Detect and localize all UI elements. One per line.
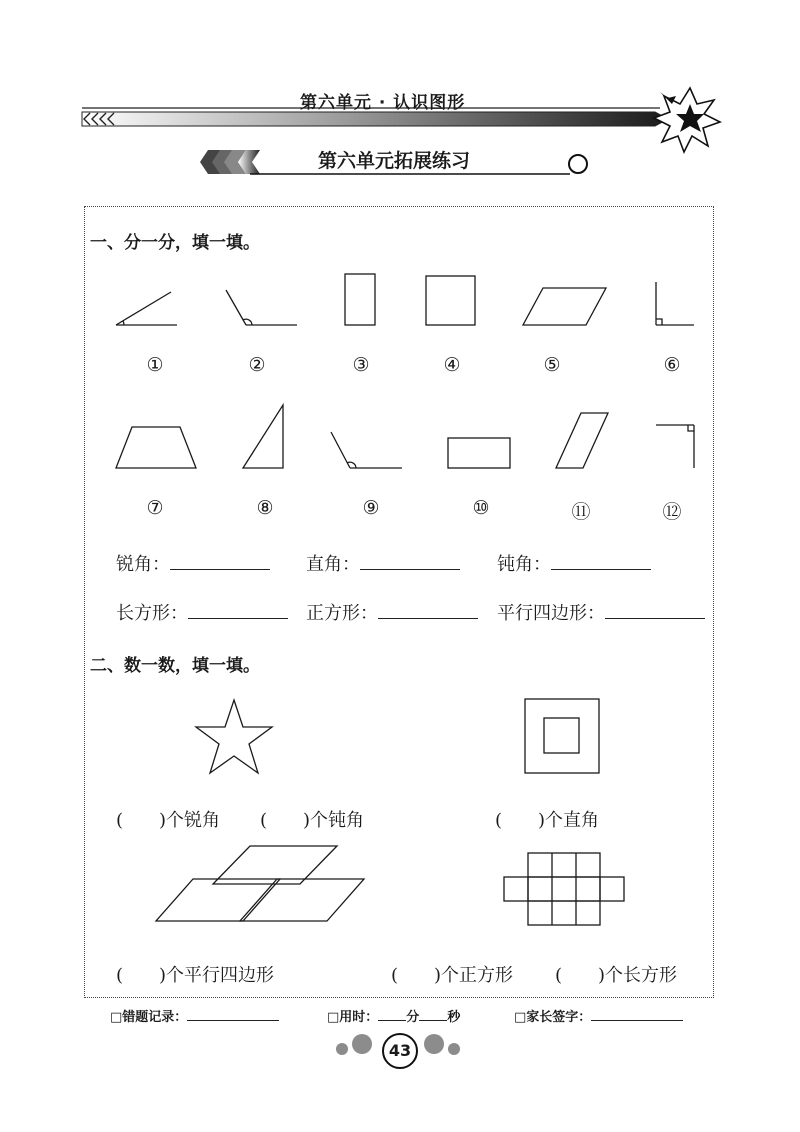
acute-label: 锐角： [116,554,170,575]
minute-blank[interactable] [378,1020,406,1021]
obtuse-blank[interactable] [551,569,651,570]
starburst-icon [654,88,720,152]
shape-number: ⑥ [663,354,681,376]
parallelogram-blank[interactable] [605,618,705,619]
grid-square-question[interactable]: ( )个正方形 [391,965,514,986]
obtuse-label: 钝角： [497,554,551,575]
parallelograms-figure [156,846,364,921]
acute-fill [116,550,270,576]
shape-number: ⑩ [472,497,490,519]
square-right-question[interactable]: ( )个直角 [495,810,600,831]
shape-8-triangle [243,405,283,468]
shape-number: ① [146,354,164,376]
shape-10-rectangle [448,438,510,468]
right-label: 直角： [306,554,360,575]
parallelogram-label: 平行四边形： [497,603,605,624]
shape-number: ④ [443,354,461,376]
shape-1-acute-angle [116,292,177,325]
rectangle-blank[interactable] [188,618,288,619]
shape-2-obtuse-angle [226,290,297,325]
parent-sign-label: □家长签字： [514,1010,592,1025]
page-dot [448,1043,460,1055]
page-dot [424,1034,444,1054]
shape-7-trapezoid [116,427,196,468]
second-label: 秒 [447,1010,461,1025]
shape-number: ⑪ [571,501,591,523]
square-fill [306,599,478,625]
error-record-label: □错题记录： [110,1010,188,1025]
shape-number: ⑫ [662,501,682,523]
shape-4-square [426,276,475,325]
star-obtuse-question[interactable]: ( )个钝角 [260,810,365,831]
star-acute-question[interactable]: ( )个锐角 [116,810,221,831]
unit-title: 第六单元 · 认识图形 [300,93,466,113]
part2-heading: 二、数一数，填一填。 [90,656,260,676]
star-figure [196,700,272,773]
parallelogram-fill [497,599,705,625]
square-label: 正方形： [306,603,378,624]
shape-6-right-angle [656,282,694,325]
section-title: 第六单元拓展练习 [318,150,471,172]
shape-12-right-angle [656,425,694,468]
nested-squares-figure [525,699,599,773]
parent-sign [514,1006,683,1025]
right-blank[interactable] [360,569,460,570]
minute-label: 分 [406,1010,420,1025]
shape-11-parallelogram [556,413,608,468]
error-record-blank[interactable] [187,1020,279,1021]
page-dot [336,1043,348,1055]
square-blank[interactable] [378,618,478,619]
shape-9-obtuse-angle [331,432,402,468]
shape-number: ⑨ [362,497,380,519]
obtuse-fill [497,550,651,576]
rectangle-fill [116,599,288,625]
parallelogram-count-question[interactable]: ( )个平行四边形 [116,965,275,986]
second-blank[interactable] [419,1020,447,1021]
page-dot [352,1034,372,1054]
shape-number: ⑦ [146,497,164,519]
part1-heading: 一、分一分，填一填。 [90,233,260,253]
shape-number: ③ [352,354,370,376]
error-record [110,1006,279,1025]
parent-sign-blank[interactable] [591,1020,683,1021]
shape-5-parallelogram [523,288,606,325]
rectangle-label: 长方形： [116,603,188,624]
time-used [327,1006,460,1025]
shape-number: ⑤ [543,354,561,376]
acute-blank[interactable] [170,569,270,570]
grid-rect-question[interactable]: ( )个长方形 [555,965,678,986]
grid-cross-figure [504,853,624,925]
shape-3-rectangle [345,274,375,325]
time-used-label: □用时： [327,1010,379,1025]
shape-number: ② [248,354,266,376]
right-fill [306,550,460,576]
shape-number: ⑧ [256,497,274,519]
page-number: 43 [382,1033,418,1069]
